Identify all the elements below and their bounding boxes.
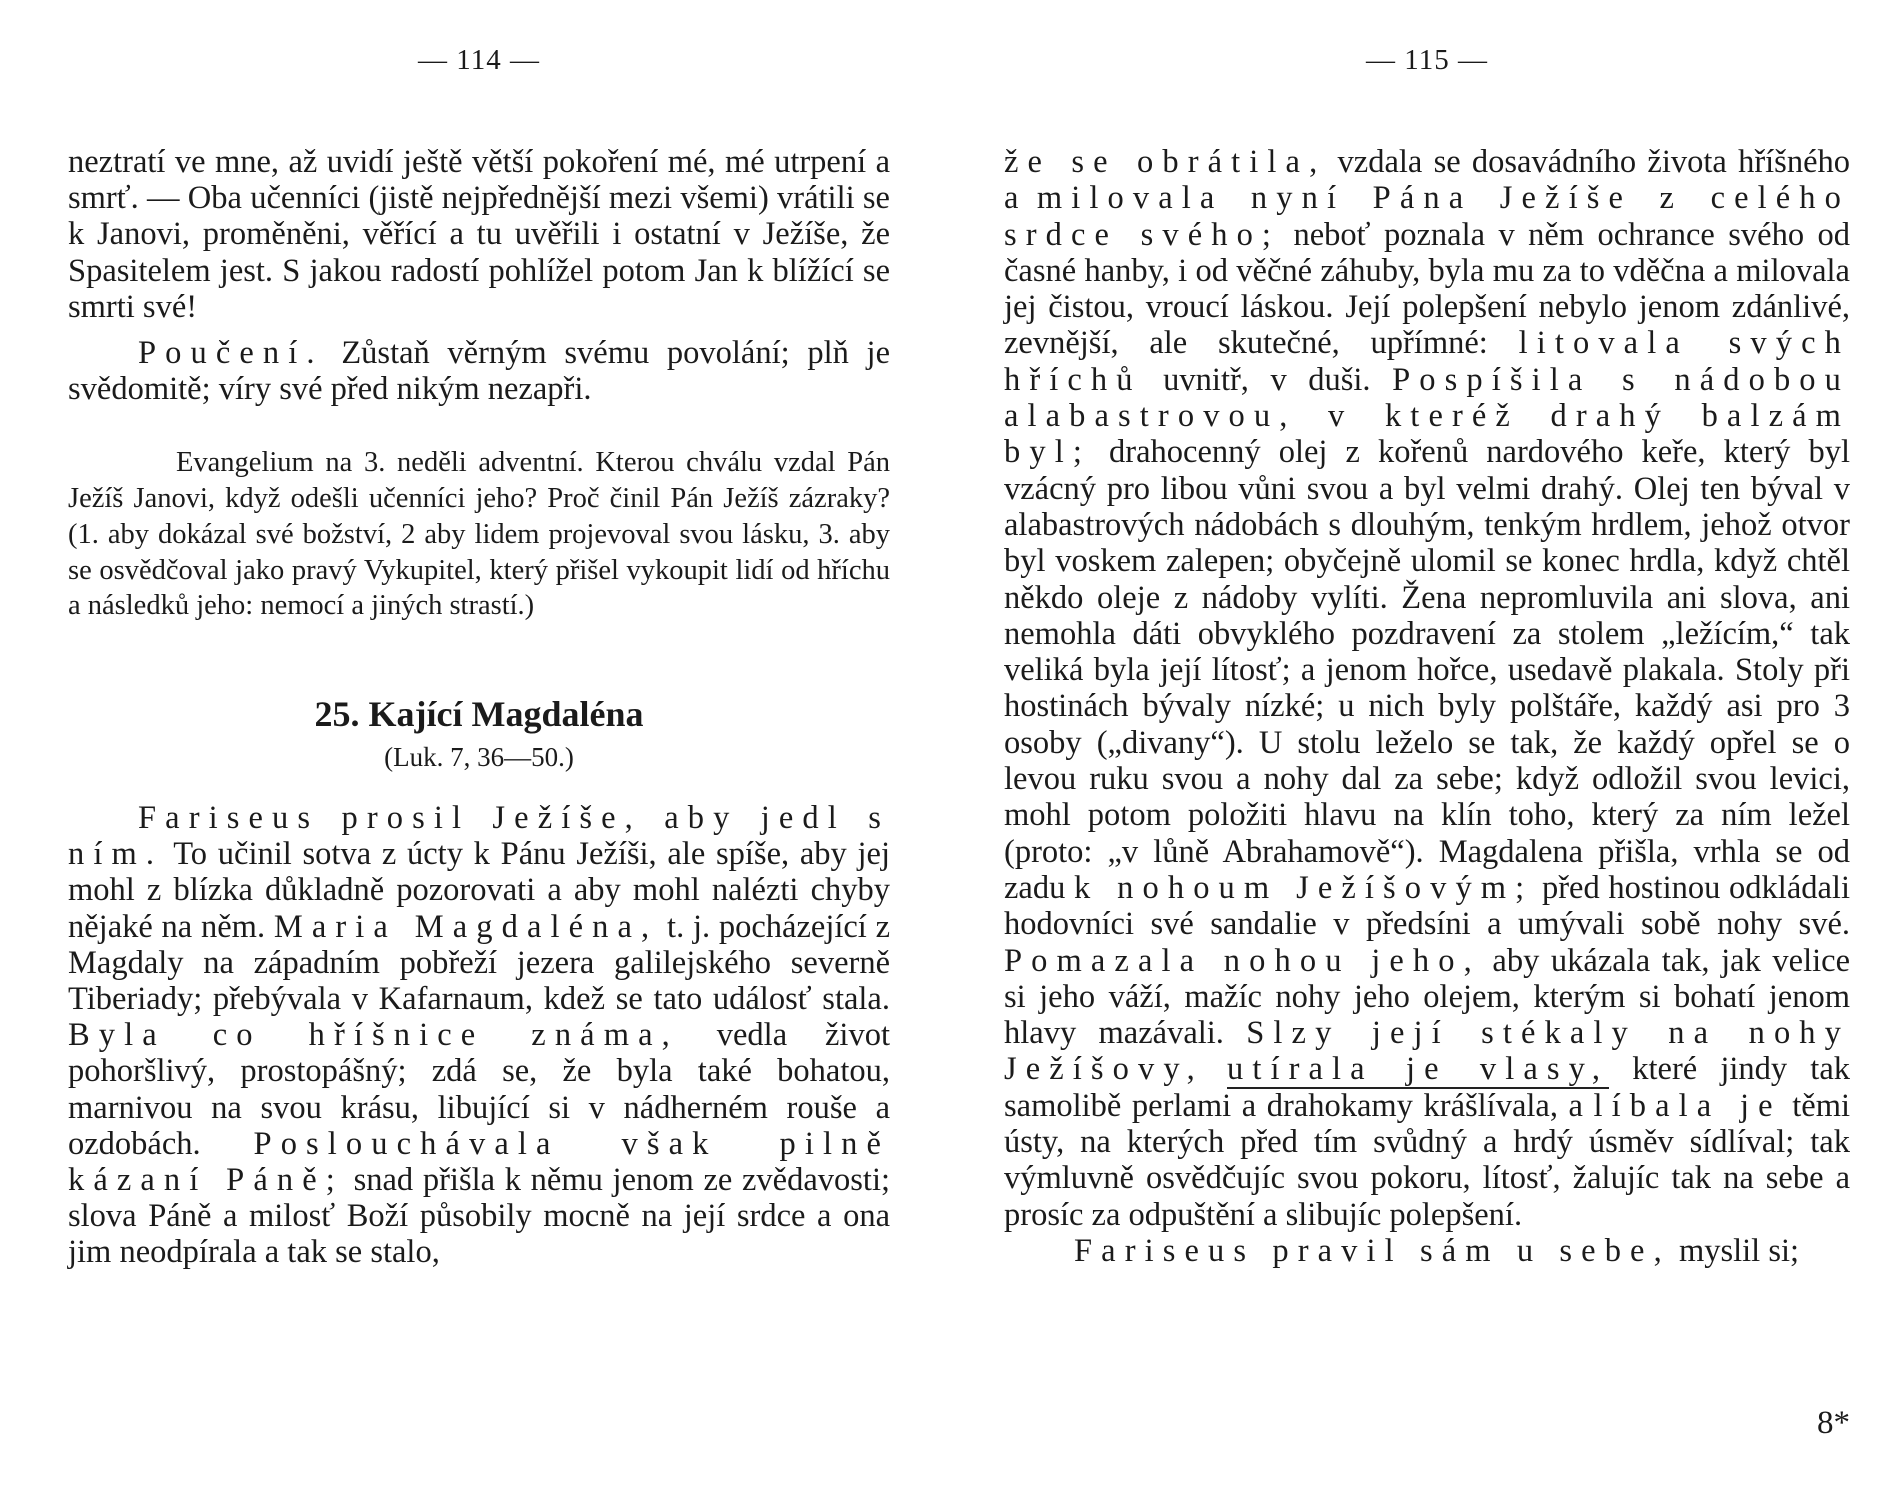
- spaced-phrase: Maria Magdaléna,: [273, 908, 659, 945]
- page-number-left: — 114 —: [418, 44, 540, 76]
- spaced-phrase: Slzy její stékaly na nohy Ježíšovy,: [1004, 1015, 1850, 1088]
- spaced-phrase: Fariseus prosil Ježíše, aby jedl s ním.: [68, 799, 890, 873]
- chapter-paragraph-1: [68, 800, 890, 1271]
- paragraph-text: které jindy tak samolibě perlami a drahokamy krášlívala, a: [1004, 1051, 1851, 1124]
- teaching-paragraph: [68, 335, 890, 407]
- spaced-phrase: líbala je: [1593, 1087, 1782, 1124]
- paragraph-text: aby ukázala tak, jak velice si jeho váží, mažíc nohy jeho olejem, kterým si bohatí jenom hlavy mazávali.: [1004, 942, 1850, 1052]
- paragraph-text: těmi ústy, na kterých před tím svůdný a hrdý úsměv sídlíval; tak výmluvně osvědčujíc svou pokoru, lítosť, žalujíc tak na sebe a prosíc za odpuštění a slibujíc polepšení.: [1004, 1087, 1851, 1233]
- spaced-phrase: Pospíšila s nádobou alabastrovou, v kteréž drahý balzám byl;: [1004, 361, 1850, 471]
- paragraph-text: vzdala se dosavádního života hříšného a: [1004, 144, 1850, 217]
- spaced-phrase: k nohoum Ježíšovým;: [1074, 869, 1534, 906]
- paragraph-text: [1204, 1051, 1227, 1087]
- spaced-phrase: litovala svých hříchů: [1004, 325, 1850, 398]
- chapter-paragraph-3: [1004, 1233, 1850, 1269]
- chapter-reference: (Luk. 7, 36—50.): [384, 741, 574, 772]
- teaching-text: Zůstaň věrným svému povolání; plň je svědomitě; víry své před nikým nezapři.: [68, 335, 890, 408]
- spaced-phrase: Fariseus pravil sám u sebe,: [1074, 1232, 1671, 1269]
- right-page-body: [1004, 144, 1850, 1269]
- paragraph-text: drahocenný olej z kořenů nardového keře, který byl vzácný pro libou vůni svou a byl velmi drahý. Olej ten býval v alabastrových nádobách s dlouhým, tenkým hrdlem, jehož otvor byl voskem zalepen; obyčejně ulomil se konec hrdla, když chtěl někdo oleje z nádoby vylíti. Žena nepromluvila ani slova, ani nemohla dáti obvyklého pozdravení za stolem „ležícím,“ tak veliká byla její lítosť; a jenom hořce, usedavě plakala. Stoly při hostinách bývaly nízké; u nich byly polštáře, každý asi pro 3 osoby („divany“). U stolu leželo se tak, že každý opřel se o levou ruku svou a nohy dal za sebe; když odložil svou levici, mohl potom položiti hlavu na klín toho, který za ním ležel (proto: „v lůně Abrahamově“). Magdalena přišla, vrhla se od zadu: [1004, 434, 1850, 906]
- right-page: [1004, 0, 1850, 1500]
- paragraph-text: uvnitř, v duši.: [1141, 361, 1393, 398]
- spaced-phrase: Pomazala nohou jeho,: [1004, 942, 1481, 979]
- spaced-phrase: milovala nyní Pána Ježíše z celého srdce svého;: [1004, 180, 1850, 253]
- chapter-title: 25. Kající Magdaléna: [314, 693, 644, 734]
- paragraph-text: myslil si;: [1670, 1232, 1800, 1269]
- continuation-paragraph: neztratí ve mne, až uvidí ještě větší pokoření mé, mé utrpení a smrť. — Oba učenníci (jistě nejpřednější mezi všemi) vrátili se k Janovi, proměněni, věřící a tu uvěřili i ostatní v Ježíše, že Spasitelem jest. S jakou radostí pohlížel potom Jan k blížící se smrti své!: [68, 144, 890, 325]
- chapter-paragraph-2: [1004, 144, 1850, 1233]
- paragraph-text: před hostinou odkládali hodovníci své sandalie v předsíni a umývali sobě nohy své.: [1004, 869, 1850, 943]
- left-page-body: [68, 144, 890, 1271]
- signature-mark: 8*: [1817, 1405, 1850, 1441]
- paragraph-text: vedla život pohoršlivý, prostopášný; zdá se, že byla také bohatou, marnivou na svou krásu, libující si v nádherném rouše a ozdobách.: [68, 1017, 890, 1162]
- left-page: [68, 0, 890, 1500]
- spaced-phrase: Byla co hříšnice známa,: [68, 1017, 679, 1054]
- review-questions: Evangelium na 3. neděli adventní. Kterou chválu vzdal Pán Ježíš Janovi, když odešli učenníci jeho? Proč činil Pán Ježíš zázraky? (1. aby dokázal své božství, 2 aby lidem projevoval svou lásku, 3. aby se osvědčoval jako pravý Vykupitel, který přišel vykoupit lidí od hříchu a následků jeho: nemocí a jiných strastí.): [68, 447, 890, 622]
- paragraph-text: snad přišla k němu jenom ze zvědavosti; slova Páně a milosť Boží působily mocně na její srdce a ona jim neodpírala a tak se stalo,: [68, 1161, 891, 1271]
- page-number-right: — 115 —: [1366, 44, 1488, 76]
- spaced-phrase: Poslouchávala však pilně kázaní Páně;: [68, 1125, 890, 1198]
- paragraph-text: neboť poznala v něm ochrance svého od časné hanby, i od věčné záhuby, byla mu za to vděčna a milovala jej čistou, vroucí láskou. Její polepšení nebylo jenom zdánlivé, zevnější, ale skutečné, upřímné:: [1004, 216, 1850, 362]
- paragraph-text: t. j. pocházející z Magdaly na západním pobřeží jezera galilejského severně Tiberiady; přebývala v Kafarnaum, kdež se tato událosť stala.: [68, 908, 891, 1017]
- teaching-label: Poučení.: [138, 335, 324, 372]
- paragraph-text: To učinil sotva z úcty k Pánu Ježíši, ale spíše, aby jej mohl z blízka důkladně pozorovati a aby mohl nalézti chyby nějaké na něm.: [68, 836, 890, 945]
- underlined-spaced-phrase: utírala je vlasy,: [1227, 1051, 1610, 1088]
- spaced-phrase: že se obrátila,: [1004, 144, 1327, 180]
